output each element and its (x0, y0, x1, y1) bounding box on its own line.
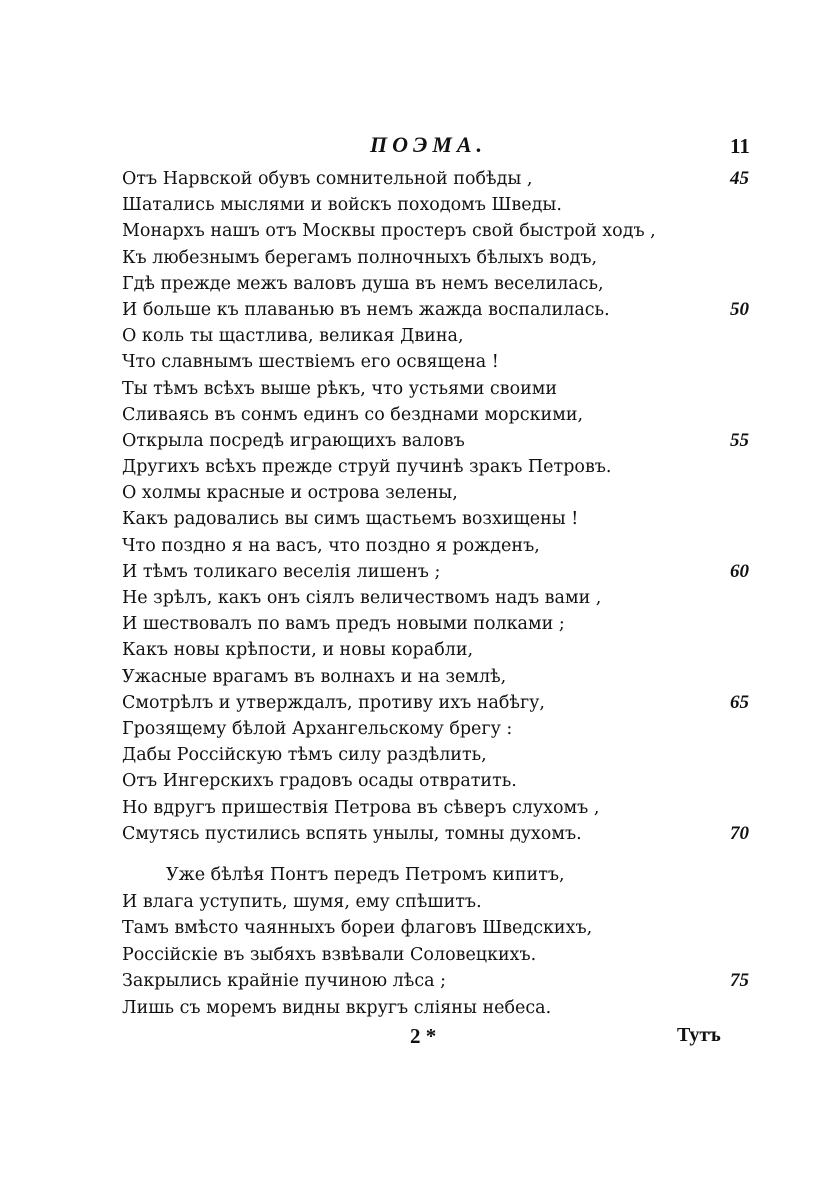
stanza-1 (122, 166, 782, 847)
verse-line (122, 376, 782, 402)
verse-line (122, 297, 782, 323)
verse-text: Россiйскiе въ зыбяхъ взвѣвали Соловецкихъ. (122, 944, 537, 965)
line-number: 65 (730, 691, 749, 713)
verse-text: Шатались мыслями и войскъ походомъ Шведы. (122, 195, 562, 216)
verse-text: Ужасные врагамъ въ волнахъ и на землѣ, (122, 666, 507, 687)
verse-line (122, 192, 782, 218)
verse-text: О коль ты щастлива, великая Двина, (122, 326, 464, 347)
verse-text: Открыла посредѣ играющихъ валовъ (122, 430, 465, 451)
verse-line (122, 690, 782, 716)
verse-text: И шествовалъ по вамъ предъ новыми полками ; (122, 614, 565, 635)
verse-text: И влага уступить, шумя, ему спѣшитъ. (122, 891, 482, 912)
verse-text: Сливаясь въ сонмъ единъ со безднами морскими, (122, 404, 584, 425)
verse-text: Монархъ нашъ отъ Москвы простеръ свой быстрой ходъ , (122, 221, 656, 242)
verse-line (122, 995, 782, 1022)
running-title: ПОЭМА. (370, 132, 488, 157)
verse-text: Отъ Нарвской обувъ сомнительной побѣды , (122, 169, 533, 189)
verse-text: Но вдругъ пришествiя Петрова въ сѣверъ слухомъ , (122, 797, 600, 818)
verse-line (122, 942, 782, 969)
verse-line (122, 506, 782, 532)
verse-text: И больше къ плаванью въ немъ жажда воспалилась. (122, 299, 610, 320)
catchword: Тутъ (677, 1024, 721, 1046)
verse-line (122, 402, 782, 428)
verse-line (122, 245, 782, 271)
verse-line (122, 742, 782, 768)
verse-line (122, 611, 782, 637)
verse-line (122, 862, 782, 889)
verse-line (122, 166, 782, 192)
line-number: 75 (730, 970, 749, 992)
line-number: 70 (730, 822, 749, 844)
stanza-2 (122, 862, 782, 1022)
verse-line (122, 637, 782, 663)
verse-line (122, 271, 782, 297)
page-number: 11 (730, 134, 750, 158)
verse-text: Что поздно я на васъ, что поздно я рожденъ, (122, 535, 540, 556)
verse-text: Другихъ всѣхъ прежде струй пучинѣ зракъ Петровъ. (122, 457, 612, 478)
verse-line (122, 480, 782, 506)
verse-text: Не зрѣлъ, какъ онъ сiялъ величествомъ надъ вами , (122, 588, 602, 608)
verse-line (122, 664, 782, 690)
verse-line (122, 585, 782, 611)
verse-text: Дабы Россiйскую тѣмъ силу раздѣлить, (122, 745, 487, 766)
verse-text: Какъ новы крѣпости, и новы корабли, (122, 640, 474, 661)
verse-text: Лишь съ моремъ видны вкругъ слiяны небеса. (122, 997, 552, 1018)
verse-line (122, 428, 782, 454)
line-number: 45 (730, 168, 749, 189)
verse-line (122, 968, 782, 995)
verse-line (122, 768, 782, 794)
verse-line (122, 559, 782, 585)
verse-text: Уже бѣлѣя Понтъ передъ Петромъ кипитъ, (166, 865, 565, 885)
verse-line (122, 821, 782, 847)
verse-text: Закрылись крайнiе пучиною лѣса ; (122, 971, 447, 992)
verse-line (122, 915, 782, 942)
verse-text: Тамъ вмѣсто чаянныхъ бореи флаговъ Шведскихъ, (122, 918, 593, 939)
verse-text: Смотрѣлъ и утверждалъ, противу ихъ набѣгу, (122, 692, 545, 713)
verse-line (122, 218, 782, 244)
line-number: 50 (730, 298, 749, 320)
verse-line (122, 716, 782, 742)
verse-text: Гдѣ прежде межъ валовъ душа въ немъ веселилась, (122, 273, 604, 294)
verse-line (122, 889, 782, 916)
verse-text: Грозящему бѣлой Архангельскому брегу : (122, 718, 513, 739)
verse-line (122, 349, 782, 375)
line-number: 60 (730, 560, 749, 582)
verse-text: Какъ радовались вы симъ щастьемъ возхищены ! (122, 509, 579, 530)
line-number: 55 (730, 429, 749, 451)
verse-text: О холмы красные и острова зелены, (122, 483, 458, 504)
verse-line (122, 795, 782, 821)
verse-line (122, 323, 782, 349)
verse-text: Ты тѣмъ всѣхъ выше рѣкъ, что устьями своими (122, 378, 558, 399)
verse-line (122, 454, 782, 480)
verse-text: Что славнымъ шествiемъ его освящена ! (122, 352, 499, 373)
signature-mark: 2 * (410, 1024, 437, 1048)
verse-text: Отъ Ингерскихъ градовъ осады отвратить. (122, 771, 517, 792)
verse-line (122, 533, 782, 559)
verse-text: И тѣмъ толикаго веселiя лишенъ ; (122, 561, 441, 582)
verse-text: Смутясь пустились вспять унылы, томны духомъ. (122, 823, 582, 844)
verse-text: Къ любезнымъ берегамъ полночныхъ бѣлыхъ водъ, (122, 247, 598, 268)
